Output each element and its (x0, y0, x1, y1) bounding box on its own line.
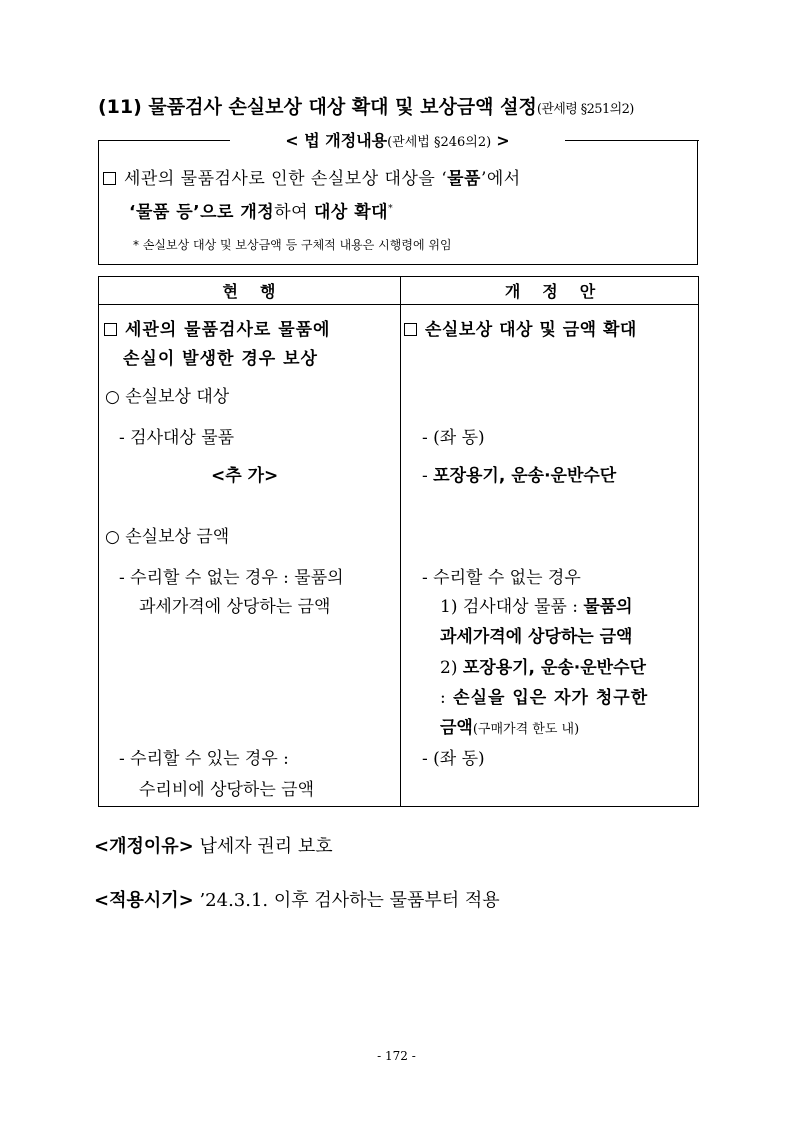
application-date (94, 886, 500, 912)
proposed-amount-2-line3 (440, 713, 579, 738)
proposed-amount-1-c: 과세가격에 상당하는 금액 (440, 627, 633, 647)
proposed-amount-1-a: 1) 검사대상 물품 : (440, 597, 584, 617)
summary-line1-b: 물품 (447, 169, 481, 189)
current-item-target: ○ 손실보상 대상 (105, 387, 230, 407)
summary-line2-c: 대상 확대 (313, 202, 389, 223)
current-amount-sub-1: - 수리할 수 없는 경우 : 물품의 (119, 568, 344, 588)
proposed-amount-sub: - 수리할 수 없는 경우 (422, 568, 581, 588)
column-header-current: 현행 (222, 282, 298, 301)
header-close: > (496, 131, 510, 150)
summary-line-1 (103, 164, 521, 194)
current-repairable-2: 수리비에 상당하는 금액 (139, 780, 315, 800)
proposed-heading-text: 손실보상 대상 및 금액 확대 (425, 320, 637, 340)
column-header-proposed: 개정안 (504, 282, 618, 301)
proposed-heading (404, 315, 637, 340)
current-heading-2: 손실이 발생한 경우 보상 (123, 349, 318, 369)
title-main: (11) 물품검사 손실보상 대상 확대 및 보상금액 설정 (98, 96, 537, 118)
summary-line1-c: ’에서 (480, 169, 521, 189)
proposed-amount-2-d: 손실을 입은 자가 청구한 (453, 688, 649, 708)
proposed-add (422, 461, 616, 486)
proposed-amount-2-line2 (440, 683, 648, 708)
footnote-marker: * (388, 204, 394, 214)
proposed-amount-2-e: 금액 (440, 718, 473, 738)
proposed-amount-2-b: 포장용기, 운송·운반수단 (462, 658, 646, 678)
reason-label: <개정이유> (94, 836, 194, 857)
proposed-amount-1-b: 물품의 (583, 597, 633, 617)
application-label: <적용시기> (94, 890, 194, 911)
proposed-same-2: - (좌 동) (422, 749, 485, 769)
summary-line2-a: ‘물품 등’으로 개정 (129, 202, 275, 223)
current-item-amount: ○ 손실보상 금액 (105, 527, 230, 547)
comparison-table (98, 276, 699, 807)
proposed-amount-1 (440, 592, 633, 617)
proposed-add-prefix: - (422, 466, 434, 486)
summary-line-2 (103, 194, 521, 228)
checkbox-square-icon (103, 172, 116, 185)
header-label: < 법 개정내용 (285, 131, 388, 150)
current-add-placeholder: <추 가> (211, 466, 279, 486)
amendment-reason (94, 832, 333, 858)
summary-text (103, 164, 521, 228)
checkbox-square-icon (104, 323, 117, 336)
current-item-target-sub: - 검사대상 물품 (119, 428, 235, 448)
proposed-amount-2 (440, 653, 646, 678)
page-number: - 172 - (377, 1049, 416, 1063)
proposed-amount-2-c: : (440, 688, 454, 708)
column-divider (400, 277, 401, 806)
summary-line2-b: 하여 (274, 202, 314, 223)
proposed-amount-2-a: 2) (440, 658, 463, 678)
section-title (98, 92, 634, 119)
checkbox-square-icon (404, 323, 417, 336)
current-repairable-1: - 수리할 수 있는 경우 : (119, 749, 289, 769)
title-ref: (관세령 §251의2) (536, 102, 634, 117)
reason-text: 납세자 권리 보호 (199, 836, 333, 857)
summary-line1-a: 세관의 물품검사로 인한 손실보상 대상을 ‘ (124, 169, 448, 189)
current-heading-1-text: 세관의 물품검사로 물품에 (125, 320, 331, 340)
proposed-add-text: 포장용기, 운송·운반수단 (433, 466, 617, 486)
current-heading-1 (104, 315, 330, 340)
proposed-amount-2-f: (구매가격 한도 내) (472, 722, 580, 737)
proposed-same-1: - (좌 동) (422, 428, 485, 448)
header-ref: (관세법 §246의2) (387, 135, 492, 150)
summary-note: * 손실보상 대상 및 보상금액 등 구체적 내용은 시행령에 위임 (133, 238, 452, 252)
summary-box-header (230, 128, 565, 151)
application-text: ’24.3.1. 이후 검사하는 물품부터 적용 (199, 890, 500, 911)
current-amount-sub-2: 과세가격에 상당하는 금액 (139, 597, 331, 617)
header-divider (99, 304, 698, 305)
